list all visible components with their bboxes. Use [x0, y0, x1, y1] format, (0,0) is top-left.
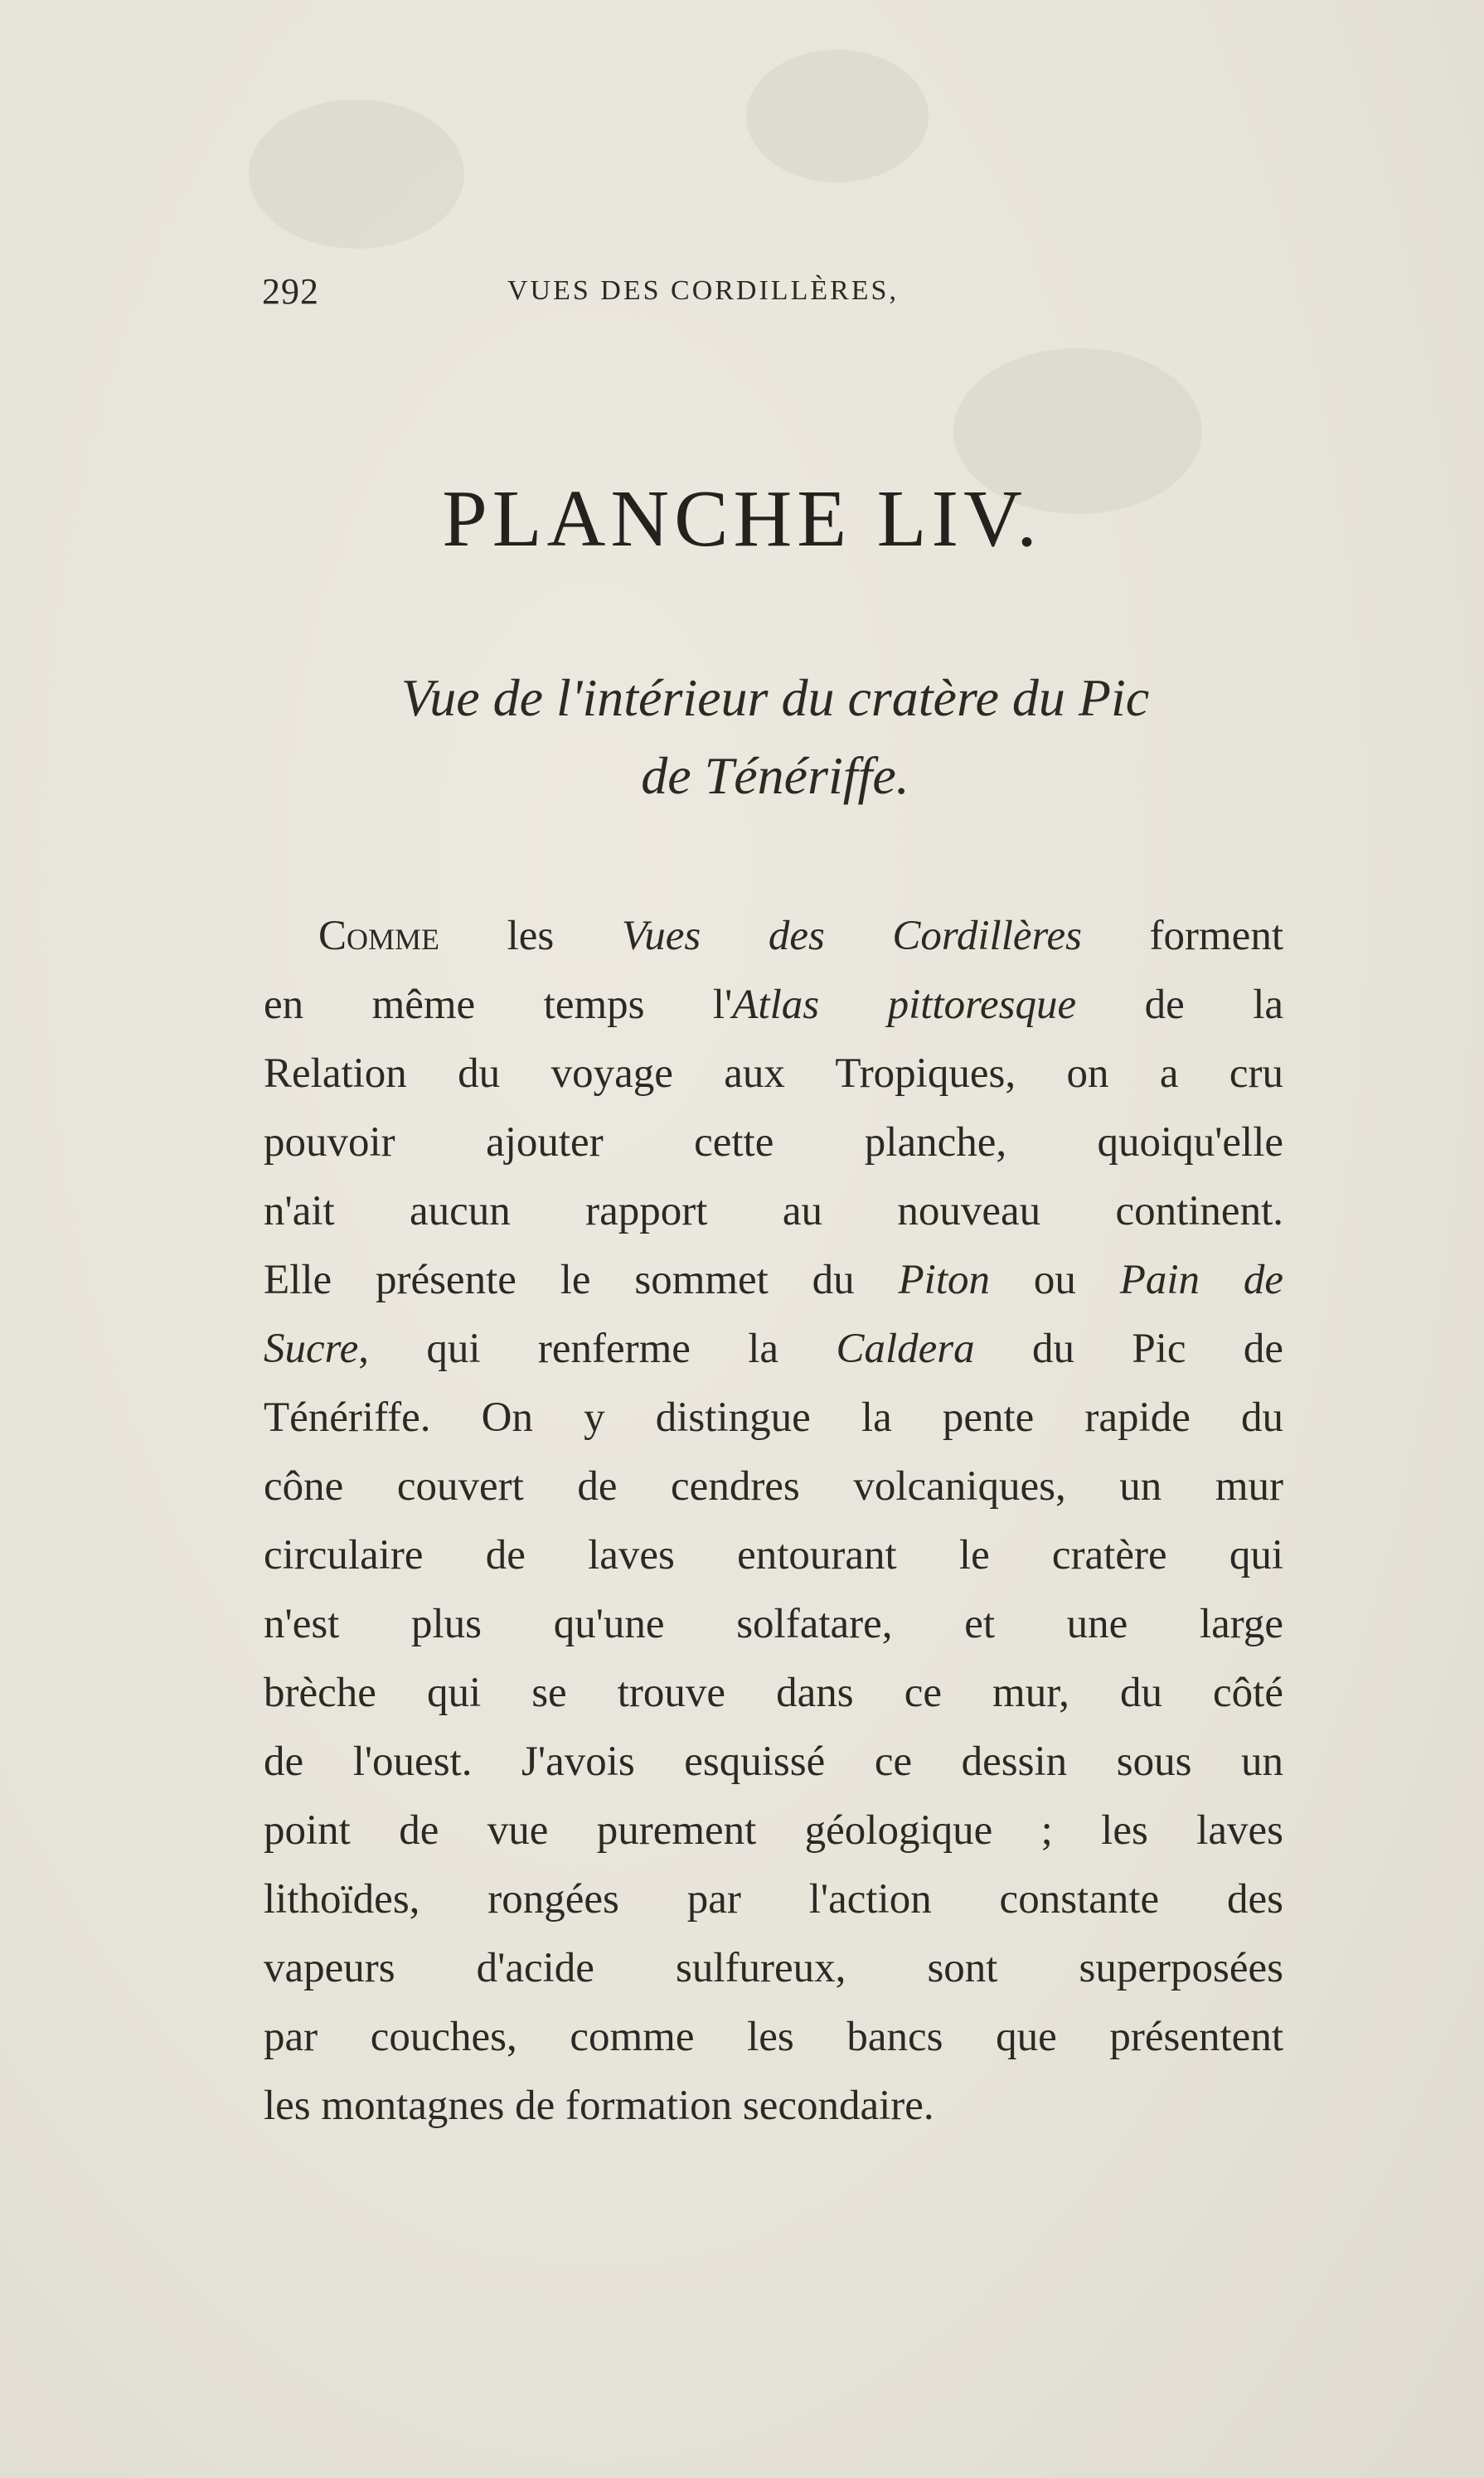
page-number: 292 — [262, 271, 319, 312]
text-run: les — [439, 913, 622, 959]
small-caps-word: Comme — [318, 913, 440, 959]
text-line: pouvoir ajouter cette planche, quoiqu'elle — [264, 1119, 1283, 1166]
body-paragraph — [264, 902, 1283, 2141]
text-run: Elle présente le sommet du — [264, 1257, 899, 1303]
text-line: n'ait aucun rapport au nouveau continent. — [264, 1188, 1283, 1234]
text-line — [264, 902, 1283, 971]
text-line: brèche qui se trouve dans ce mur, du côté — [264, 1670, 1283, 1716]
italic-term: Pain de — [1119, 1257, 1283, 1303]
running-head: VUES DES CORDILLÈRES, — [507, 275, 899, 306]
text-line: les montagnes de formation secondaire. — [264, 2083, 934, 2129]
text-line: circulaire de laves entourant le cratère qui — [264, 1532, 1283, 1578]
paper-foxing-spot — [249, 99, 464, 249]
text-run: du Pic de — [974, 1326, 1283, 1372]
italic-term: Sucre — [264, 1326, 359, 1372]
text-line: de l'ouest. J'avois esquissé ce dessin sous un — [264, 1738, 1283, 1785]
italic-term: Piton — [898, 1257, 991, 1303]
text-run: ou — [990, 1257, 1120, 1303]
text-line: Relation du voyage aux Tropiques, on a cru — [264, 1050, 1283, 1097]
text-line — [264, 1315, 1283, 1384]
text-line: par couches, comme les bancs que présentent — [264, 2014, 1283, 2060]
paper-foxing-spot — [746, 50, 929, 182]
page-header — [262, 270, 1282, 320]
plate-title: PLANCHE LIV. — [442, 474, 1042, 564]
subtitle-line: Vue de l'intérieur du cratère du Pic — [400, 668, 1150, 727]
text-line: lithoïdes, rongées par l'action constante des — [264, 1876, 1283, 1923]
subtitle-line: de Ténériffe. — [641, 746, 909, 805]
text-run: de la — [1076, 982, 1283, 1028]
text-run: , qui renferme la — [358, 1326, 837, 1372]
italic-title: Vues des Cordillères — [621, 913, 1082, 959]
italic-title: Atlas pittoresque — [732, 982, 1077, 1028]
text-run: forment — [1081, 913, 1283, 959]
plate-subtitle — [265, 659, 1285, 815]
text-line: n'est plus qu'une solfatare, et une large — [264, 1601, 1283, 1647]
text-run: en même temps l' — [264, 982, 733, 1028]
text-line: Ténériffe. On y distingue la pente rapide du — [264, 1394, 1283, 1441]
text-line: cône couvert de cendres volcaniques, un mur — [264, 1463, 1283, 1510]
italic-term: Caldera — [836, 1326, 975, 1372]
text-line: point de vue purement géologique ; les laves — [264, 1807, 1283, 1854]
text-line — [264, 1246, 1283, 1315]
text-line: vapeurs d'acide sulfureux, sont superposées — [264, 1945, 1283, 1991]
text-line — [264, 971, 1283, 1040]
